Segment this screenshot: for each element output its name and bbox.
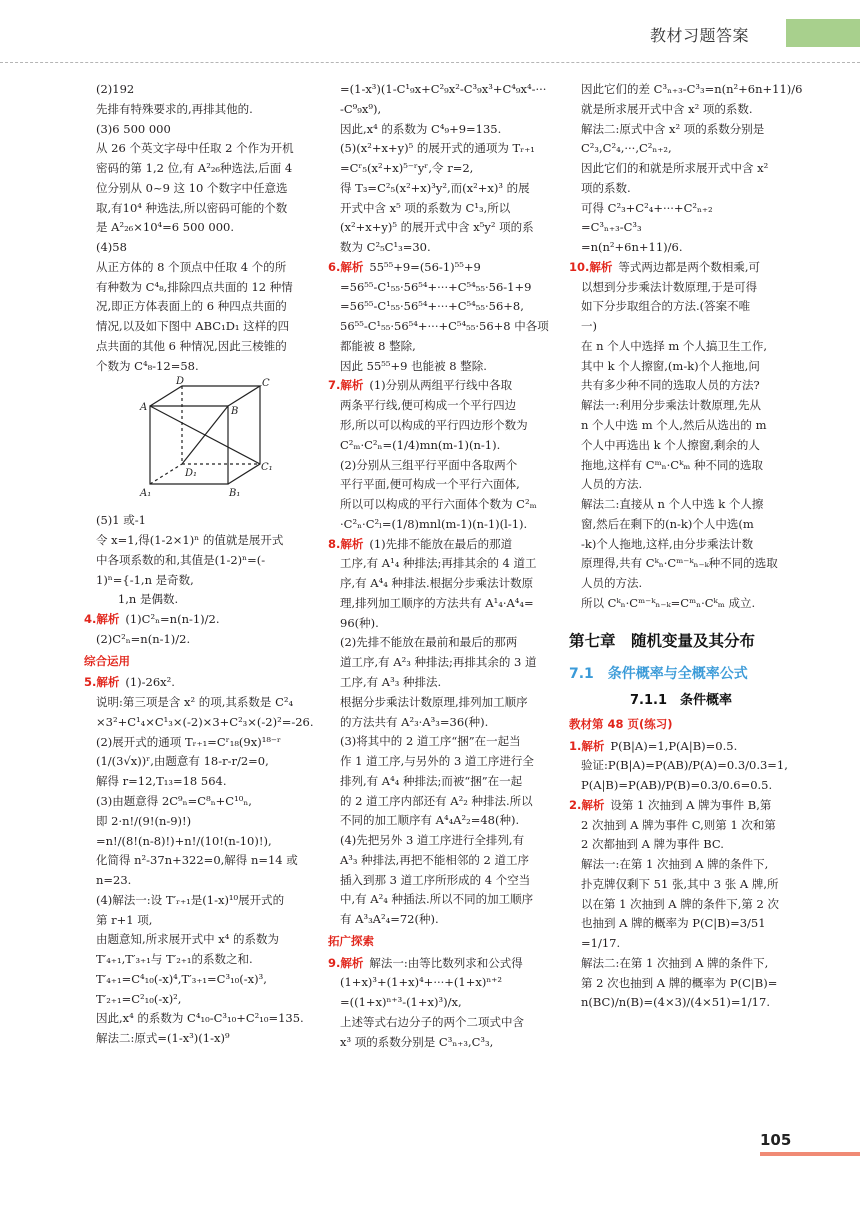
text-line: (1+x)³+(1+x)⁴+···+(1+x)ⁿ⁺² <box>340 975 502 990</box>
text-line: 解得 r=12,T₁₃=18 564. <box>96 774 227 789</box>
text-line: 有 A³₃A²₄=72(种). <box>340 912 439 927</box>
text-line: 序,有 A⁴₄ 种排法.根据分步乘法计数原 <box>340 576 534 591</box>
text-line: 以在第 1 次抽到 A 牌的条件下,第 2 次 <box>581 896 780 911</box>
text-line: 因此它们的差 C³ₙ₊₃-C³₃=n(n²+6n+11)/6 <box>581 82 803 96</box>
text-line: 位分别从 0~9 这 10 个数字中任意选 <box>96 180 288 195</box>
text-line: =56⁵⁵-C¹₅₅·56⁵⁴+···+C⁵⁴₅₅·56-1+9 <box>340 279 532 294</box>
text-line: 因此,x⁴ 的系数为 C⁴₁₀-C³₁₀+C²₁₀=135. <box>96 1011 304 1026</box>
solution-tag: 解析 <box>340 378 364 393</box>
text-line: (5)(x²+x+y)⁵ 的展开式的通项为 Tᵣ₊₁ <box>340 141 535 156</box>
section-heading: 拓广探索 <box>328 933 374 948</box>
text-line: 从 26 个英文字母中任取 2 个作为开机 <box>96 141 294 156</box>
problem-answer-line <box>84 610 310 630</box>
text-line: A³₃ 种排法,再把不能相邻的 2 道工序 <box>340 852 529 867</box>
header-divider <box>0 62 860 63</box>
text-line: 情况,以及如下图中 ABC₁D₁ 这样的四 <box>96 319 290 334</box>
text-line: 工序,有 A³₃ 种排法. <box>340 674 442 689</box>
text-line: 取,有10⁴ 种选法,所以密码可能的个数 <box>96 200 288 215</box>
column-middle <box>328 80 550 1053</box>
answer-text: P(B|A)=1,P(A|B)=0.5. <box>610 738 738 753</box>
text-line: n=23. <box>96 873 132 888</box>
text-line: 理,排列加工顺序的方法共有 A¹₄·A⁴₄= <box>340 595 534 610</box>
text-line: 因此它们的和就是所求展开式中含 x² <box>581 161 769 176</box>
answer-text: 设第 1 次抽到 A 牌为事件 B,第 <box>610 797 772 812</box>
section-heading: 教材第 48 页(练习) <box>569 716 673 731</box>
text-line: (2)展开式的通项 Tᵣ₊₁=Cʳ₁₈(9x)¹⁸⁻ʳ <box>96 734 281 749</box>
text-line: (2)分别从三组平行平面中各取两个 <box>340 457 518 472</box>
text-line: 中各项系数的和,其值是(1-2)ⁿ=(- <box>96 552 266 567</box>
problem-number: 6. <box>328 259 341 274</box>
answer-text: (1)分别从两组平行线中各取 <box>369 378 513 393</box>
text-line: P(A|B)=P(AB)/P(B)=0.3/0.6=0.5. <box>581 778 773 793</box>
text-line: =(1-x³)(1-C¹₉x+C²₉x²-C³₉x³+C⁴₉x⁴-··· <box>340 82 547 96</box>
text-line: (5)1 或-1 <box>96 513 146 528</box>
text-line: 在 n 个人中选择 m 个人搞卫生工作, <box>581 338 768 353</box>
text-line: 工序,有 A¹₄ 种排法;再排其余的 4 道工 <box>340 556 537 571</box>
text-line: 的方法共有 A²₃·A³₃=36(种). <box>340 714 489 729</box>
text-line: 也抽到 A 牌的概率为 P(C|B)=3/51 <box>581 916 766 931</box>
text-line: (3)将其中的 2 道工序“捆”在一起当 <box>340 734 521 749</box>
solution-tag: 解析 <box>340 955 364 970</box>
text-line: 所以 Cᵏₙ·Cᵐ⁻ᵏₙ₋ₖ=Cᵐₙ·Cᵏₘ 成立. <box>581 595 756 610</box>
text-line: 从正方体的 8 个顶点中任取 4 个的所 <box>96 259 287 274</box>
problem-answer-line <box>328 954 550 974</box>
text-line: 解法一:利用分步乘法计数原理,先从 <box>581 398 762 413</box>
text-line: 说明:第三项是含 x² 的项,其系数是 C²₄ <box>96 695 294 710</box>
text-line: C²₃,C²₄,···,C²ₙ₊₂, <box>581 141 672 156</box>
text-line: ·C²ₙ·C²ₗ=(1/8)mnl(m-1)(n-1)(l-1). <box>340 516 528 531</box>
header-accent-tab <box>786 19 860 47</box>
text-line: 有种数为 C⁴₈,排除四点共面的 12 种情 <box>96 279 293 294</box>
text-line: 扑克牌仅剩下 51 张,其中 3 张 A 牌,所 <box>581 876 779 891</box>
text-line: 第 r+1 项, <box>96 912 153 927</box>
text-line: 作 1 道工序,与另外的 3 道工序进行全 <box>340 754 534 769</box>
page-header-title: 教材习题答案 <box>650 26 750 45</box>
text-line: 窗,然后在剩下的(n-k)个人中选(m <box>581 516 754 531</box>
problem-number: 9. <box>328 955 341 970</box>
text-line: (4)解法一:设 T′ᵣ₊₁是(1-x)¹⁰展开式的 <box>96 892 285 907</box>
text-line: 其中 k 个人擦窗,(m-k)个人拖地,问 <box>581 358 760 373</box>
text-line: 以想到分步乘法计数原理,于是可得 <box>581 279 758 294</box>
text-line: 就是所求展开式中含 x² 项的系数. <box>581 101 753 116</box>
cube-label-a1: A₁ <box>140 488 152 500</box>
problem-answer-line <box>328 535 550 555</box>
text-line: (1/(3√x))ʳ,由题意有 18-r-r/2=0, <box>96 754 269 769</box>
text-line: C²ₘ·C²ₙ=(1/4)mn(m-1)(n-1). <box>340 437 501 452</box>
answer-text: (1)先排不能放在最后的那道 <box>369 536 513 551</box>
problem-number: 10. <box>569 259 590 274</box>
text-line: 人员的方法. <box>581 576 643 591</box>
problem-answer-line <box>328 258 550 278</box>
section-title: 7.1 条件概率与全概率公式 <box>569 666 748 683</box>
section-heading: 综合运用 <box>84 653 130 668</box>
text-line: 一) <box>581 319 597 334</box>
text-line: 是 A²₂₆×10⁴=6 500 000. <box>96 220 234 235</box>
text-line: =56⁵⁵-C¹₅₅·56⁵⁴+···+C⁵⁴₅₅·56+8, <box>340 299 524 314</box>
text-line: 解法二:原式中含 x² 项的系数分别是 <box>581 121 765 136</box>
text-line: (2)C²ₙ=n(n-1)/2. <box>96 631 191 646</box>
page-number: 105 <box>760 1131 792 1149</box>
text-line: 排列,有 A⁴₄ 种排法;而被“捆”在一起 <box>340 773 523 788</box>
text-line: 人员的方法. <box>581 477 643 492</box>
text-line: 得 T₃=C²₅(x²+x)³y²,而(x²+x)³ 的展 <box>340 180 530 195</box>
text-line: 数为 C²₅C¹₃=30. <box>340 240 431 255</box>
text-line: 原理得,共有 Cᵏₙ·Cᵐ⁻ᵏₙ₋ₖ种不同的选取 <box>581 556 778 571</box>
text-line: =n!/(8!(n-8)!)+n!/(10!(n-10)!), <box>96 833 272 848</box>
text-line: 都能被 8 整除, <box>340 338 416 353</box>
cube-diagram <box>140 376 273 502</box>
text-line: 如下分步取组合的方法.(答案不唯 <box>581 299 751 314</box>
answer-text: (1)C²ₙ=n(n-1)/2. <box>125 612 220 627</box>
text-line: 个人中再选出 k 个人擦窗,剩余的人 <box>581 437 760 452</box>
problem-number: 1. <box>569 738 582 753</box>
text-line: 96(种). <box>340 615 379 630</box>
column-left <box>84 80 314 1049</box>
text-line: n 个人中选 m 个人,然后从选出的 m <box>581 418 767 433</box>
solution-tag: 解析 <box>589 259 613 274</box>
text-line: 验证:P(B|A)=P(AB)/P(A)=0.3/0.3=1, <box>581 758 788 773</box>
text-line: 解法二:原式=(1-x³)(1-x)⁹ <box>96 1031 230 1046</box>
solution-tag: 解析 <box>340 536 364 551</box>
text-line: 因此,x⁴ 的系数为 C⁴₉+9=135. <box>340 121 502 136</box>
text-line: (4)58 <box>96 240 127 255</box>
text-line: 即 2·n!/(9!(n-9)!) <box>96 813 192 828</box>
text-line: 56⁵⁵-C¹₅₅·56⁵⁴+···+C⁵⁴₅₅·56+8 中各项 <box>340 319 549 334</box>
problem-number: 4. <box>84 612 97 627</box>
text-line: T′₂₊₁=C²₁₀(-x)², <box>96 991 182 1006</box>
text-line: 令 x=1,得(1-2×1)ⁿ 的值就是展开式 <box>96 533 284 548</box>
text-line: 化简得 n²-37n+322=0,解得 n=14 或 <box>96 853 298 868</box>
text-line: 况,即正方体表面上的 6 种四点共面的 <box>96 299 287 314</box>
problem-answer-line <box>569 258 793 278</box>
text-line: =Cʳ₅(x²+x)⁵⁻ʳyʳ,令 r=2, <box>340 161 474 176</box>
text-line: 开式中含 x⁵ 项的系数为 C¹₃,所以 <box>340 200 511 215</box>
text-line: 中,有 A²₄ 种插法.所以不同的加工顺序 <box>340 892 534 907</box>
text-line: 1,n 是偶数. <box>96 592 179 607</box>
answer-text: 55⁵⁵+9=(56-1)⁵⁵+9 <box>369 259 481 274</box>
problem-answer-line <box>569 737 793 757</box>
problem-number: 2. <box>569 797 582 812</box>
text-line: 上述等式右边分子的两个二项式中含 <box>340 1014 524 1029</box>
text-line: =C³ₙ₊₃-C³₃ <box>581 220 642 235</box>
text-line: 插入到那 3 道工序所形成的 4 个空当 <box>340 872 531 887</box>
cube-label-d: D <box>176 376 185 388</box>
problem-answer-line <box>84 673 310 693</box>
text-line: 两条平行线,便可构成一个平行四边 <box>340 398 517 413</box>
text-line: 可得 C²₃+C²₄+···+C²ₙ₊₂ <box>581 200 713 215</box>
cube-label-b1: B₁ <box>229 488 241 500</box>
text-line: x³ 项的系数分别是 C³ₙ₊₃,C³₃, <box>340 1034 494 1049</box>
text-line: 所以可以构成的平行六面体个数为 C²ₘ <box>340 497 537 512</box>
text-line: (2)先排不能放在最前和最后的那两 <box>340 635 518 650</box>
column-right <box>569 80 803 1013</box>
answer-text: 等式两边都是两个数相乘,可 <box>618 259 761 274</box>
chapter-title: 第七章 随机变量及其分布 <box>569 631 756 650</box>
text-line: 点共面的其他 6 种情况,因此三棱锥的 <box>96 338 287 353</box>
solution-tag: 解析 <box>96 612 120 627</box>
text-line: 拖地,这样有 Cᵐₙ·Cᵏₘ 种不同的选取 <box>581 457 763 472</box>
text-line: (x²+x+y)⁵ 的展开式中含 x⁵y² 项的系 <box>340 220 534 235</box>
text-line: =1/17. <box>581 936 621 951</box>
text-line: 2 次抽到 A 牌为事件 C,则第 1 次和第 <box>581 817 776 832</box>
text-line: 解法二:直接从 n 个人中选 k 个人擦 <box>581 497 764 512</box>
text-line: 1)ⁿ={-1,n 是奇数, <box>96 572 194 587</box>
text-line: 由题意知,所求展开式中 x⁴ 的系数为 <box>96 932 280 947</box>
text-line: T′₄₊₁=C⁴₁₀(-x)⁴,T′₃₊₁=C³₁₀(-x)³, <box>96 971 267 986</box>
answer-text: (1)-26x². <box>125 675 175 690</box>
text-line: 平行平面,便可构成一个平行六面体, <box>340 477 520 492</box>
problem-number: 7. <box>328 378 341 393</box>
problem-number: 5. <box>84 675 97 690</box>
text-line: (2)192 <box>96 82 135 96</box>
text-line: 因此 55⁵⁵+9 也能被 8 整除. <box>340 358 487 373</box>
cube-label-b: B <box>231 406 239 418</box>
text-line: ×3²+C¹₄×C¹₃×(-2)×3+C²₃×(-2)²=-26. <box>96 714 314 729</box>
solution-tag: 解析 <box>96 675 120 690</box>
problem-answer-line <box>569 796 793 816</box>
text-line: 2 次都抽到 A 牌为事件 BC. <box>581 837 724 852</box>
cube-label-a: A <box>140 402 148 414</box>
subsection-title: 7.1.1 条件概率 <box>629 693 732 709</box>
text-line: 不同的加工顺序有 A⁴₄A²₂=48(种). <box>340 813 520 828</box>
cube-label-c: C <box>262 378 270 390</box>
text-line: 密码的第 1,2 位,有 A²₂₆种选法,后面 4 <box>96 161 293 176</box>
text-line: 解法二:在第 1 次抽到 A 牌的条件下, <box>581 955 769 970</box>
text-line: =((1+x)ⁿ⁺³-(1+x)³)/x, <box>340 995 462 1010</box>
text-line: n(BC)/n(B)=(4×3)/(4×51)=1/17. <box>581 995 770 1010</box>
page-number-bar <box>760 1152 860 1156</box>
text-line: -C⁹₉x⁹), <box>340 101 382 116</box>
answer-text: 解法一:由等比数列求和公式得 <box>369 955 523 970</box>
cube-label-d1: D₁ <box>185 468 198 480</box>
text-line: 共有多少种不同的选取人员的方法? <box>581 378 760 393</box>
text-line: 先排有特殊要求的,再排其他的. <box>96 101 253 116</box>
text-line: (4)先把另外 3 道工序进行全排列,有 <box>340 833 525 848</box>
text-line: 项的系数. <box>581 180 631 195</box>
text-line: 道工序,有 A²₃ 种排法;再排其余的 3 道 <box>340 655 537 670</box>
solution-tag: 解析 <box>581 797 605 812</box>
text-line: -k)个人拖地,这样,由分步乘法计数 <box>581 536 754 551</box>
cube-label-c1: C₁ <box>261 462 273 474</box>
cube-figure <box>140 376 310 509</box>
text-line: (3)由题意得 2C⁹ₙ=C⁸ₙ+C¹⁰ₙ, <box>96 793 252 808</box>
text-line: 形,所以可以构成的平行四边形个数为 <box>340 418 528 433</box>
problem-answer-line <box>328 376 550 396</box>
text-line: 个数为 C⁴₈-12=58. <box>96 358 199 373</box>
text-line: 根据分步乘法计数原理,排列加工顺序 <box>340 694 528 709</box>
text-line: T′₄₊₁,T′₃₊₁与 T′₂₊₁的系数之和. <box>96 952 253 967</box>
text-line: =n(n²+6n+11)/6. <box>581 240 683 255</box>
text-line: 的 2 道工序内部还有 A²₂ 种排法.所以 <box>340 793 533 808</box>
text-line: (3)6 500 000 <box>96 121 171 136</box>
text-line: 解法一:在第 1 次抽到 A 牌的条件下, <box>581 857 769 872</box>
solution-tag: 解析 <box>581 738 605 753</box>
text-line: 第 2 次也抽到 A 牌的概率为 P(C|B)= <box>581 975 778 990</box>
solution-tag: 解析 <box>340 259 364 274</box>
problem-number: 8. <box>328 536 341 551</box>
